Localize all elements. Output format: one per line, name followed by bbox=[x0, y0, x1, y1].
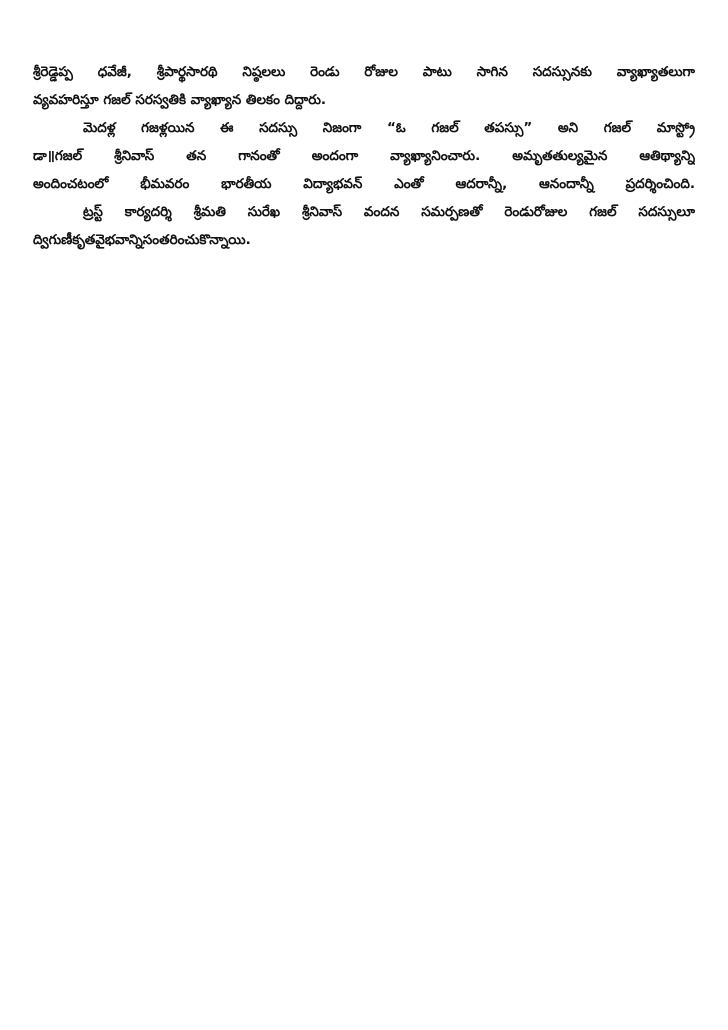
text-line: వ్యవహరిస్తూ గజల్ సరస్వతికి వ్యాఖ్యాన తిలకం దిద్దారు. bbox=[33, 92, 327, 108]
text-line: శ్రీరెడ్డెప్ప ధవేజీ, శ్రీపార్థసారథి నిష్ఠలలు రెండు రోజుల పాటు సాగిన సదస్సునకు వ్యాఖ్యాతలుగా bbox=[33, 64, 695, 80]
body-text bbox=[33, 58, 695, 254]
text-line: అందించటంలో భీమవరం భారతీయ విద్యాభవన్ ఎంతో ఆదరాన్నీ, ఆనందాన్నీ ప్రదర్శించింది. bbox=[33, 176, 695, 192]
text-line-paragraph-start: మెదళ్ల గజళ్లయిన ఈ సదస్సు నిజంగా “ఓ గజల్ తపస్సు” అని గజల్ మాస్ట్రో bbox=[83, 120, 695, 136]
text-line-paragraph-start: ట్రస్ట్ కార్యదర్శి శ్రీమతి సురేఖ శ్రీనివాస్ వందన సమర్పణతో రెండురోజుల గజల్ సదస్సులూ bbox=[83, 204, 695, 220]
text-line: డా॥గజల్ శ్రీనివాస్ తన గానంతో అందంగా వ్యాఖ్యానించారు. అమృతతుల్యమైన ఆతిథ్యాన్ని bbox=[33, 148, 695, 164]
text-line: ద్విగుణీకృతవైభవాన్నిసంతరించుకొన్నాయి. bbox=[33, 232, 251, 248]
